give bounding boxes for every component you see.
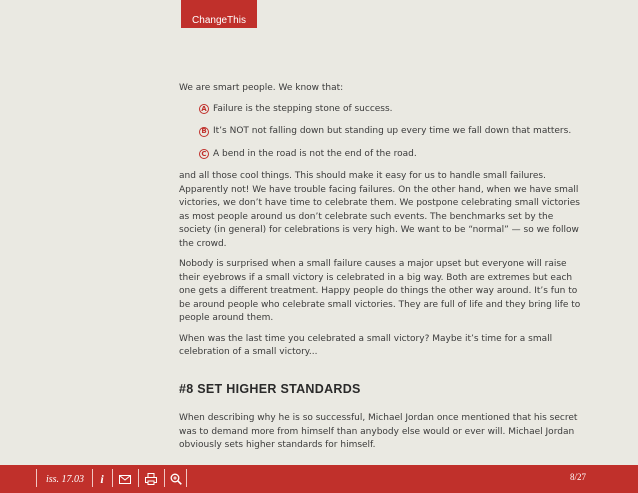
separator	[186, 469, 187, 487]
section-heading: #8 SET HIGHER STANDARDS	[179, 381, 361, 396]
paragraph: and all those cool things. This should make it easy for us to handle small failures. Apparently not! We have trouble facing failures. On the other hand, when we have small victories, we don’t have time to celebrate them. We postpone celebrating small victories as most people around us don’t celebrate such events. The benchmarks set by the society (in general) for celebrations is very high. We want to be “normal” — so we follow the crowd.	[179, 171, 580, 249]
separator	[112, 469, 113, 487]
mail-icon[interactable]	[115, 469, 135, 489]
bullet-list	[179, 103, 581, 162]
list-item-text: Failure is the stepping stone of success.	[213, 103, 393, 114]
separator	[164, 469, 165, 487]
list-item	[199, 103, 581, 117]
info-icon[interactable]: i	[100, 471, 104, 486]
brand-tab[interactable]	[181, 0, 257, 28]
page-number: 8/27	[569, 472, 586, 482]
list-item	[199, 148, 581, 162]
intro-text: We are smart people. We know that:	[179, 83, 344, 93]
separator	[92, 469, 93, 487]
article-body	[179, 82, 581, 460]
paragraph: When was the last time you celebrated a small victory? Maybe it’s time for a small celebration of a small victory...	[179, 333, 553, 357]
issue-number: iss. 17.03	[45, 473, 85, 485]
marker-c-icon: C	[199, 149, 209, 159]
separator	[138, 469, 139, 487]
separator	[36, 469, 37, 487]
print-icon[interactable]	[142, 469, 160, 489]
zoom-icon[interactable]	[168, 469, 184, 489]
marker-a-icon: A	[199, 104, 209, 114]
footer-bar	[0, 465, 638, 493]
brand-label: ChangeThis	[192, 15, 246, 26]
list-item-text: It’s NOT not falling down but standing up every time we fall down that matters.	[213, 126, 572, 136]
marker-b-icon: B	[199, 127, 209, 137]
section-paragraph: When describing why he is so successful, Michael Jordan once mentioned that his secret was to demand more from himself than anybody else would or ever will. Michael Jordan obviously sets higher standards for himself.	[179, 413, 578, 450]
list-item-text: A bend in the road is not the end of the road.	[213, 148, 417, 159]
paragraph: Nobody is surprised when a small failure causes a major upset but everyone will raise their eyebrows if a small victory is celebrated in a big way. Both are extremes but each one gets a different treatment. Happy people do things the other way around. It’s fun to be around people who celebrate small victories. They are full of life and they bring life to people around them.	[179, 259, 581, 323]
list-item	[199, 125, 581, 139]
